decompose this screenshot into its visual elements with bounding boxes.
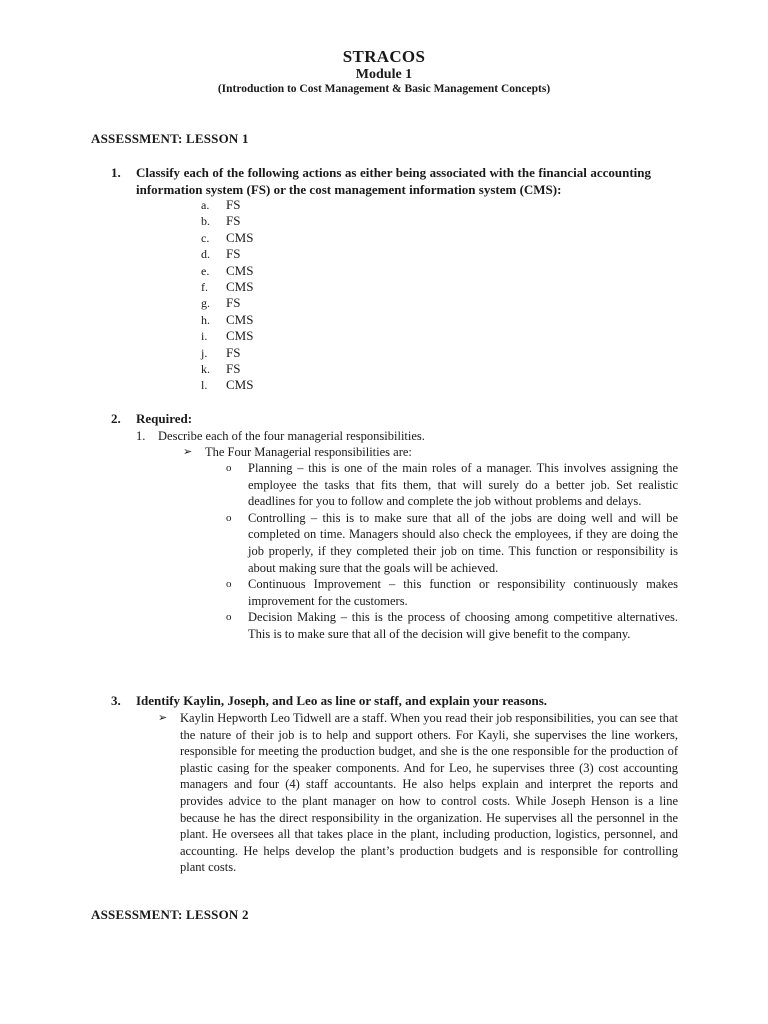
answer-letter: k. [201,362,210,377]
answer-letter: b. [201,214,210,229]
list-item [201,263,253,279]
subquestion-number: 1. [136,429,146,443]
list-item [226,609,678,642]
list-item [201,312,253,328]
list-item [201,246,253,262]
answer-paragraph: Kaylin Hepworth Leo Tidwell are a staff. When you read their job responsibilities, you can see that the nature of their job is to help and support others. For Kayli, she supervises the line workers, responsible for meeting the production budget, and she is the one responsible for the production of plastic casing for the speaker components. And for Leo, he supervises three (3) cost accounting managers and four (4) staff accountants. He also helps explain and interpret the reports and provides advice to the plant manager on how to control costs. While Joseph Henson is a line because he has the direct responsibility in the organization. He supervises all the personnel in the plant. He oversees all that takes place in the plant, including production, logistics, personnel, and accounting. He helps develop the plant’s production budgets and is responsible for controlling plant costs. [180,711,678,875]
question-2 [111,411,651,428]
answer-letter: l. [201,378,208,393]
answer-letter: a. [201,198,210,212]
question-number: 1. [111,165,121,180]
list-item [201,197,253,213]
hollow-circle-bullet-icon: o [226,611,232,624]
q3-answer [158,710,678,876]
hollow-circle-bullet-icon: o [226,578,232,591]
list-item [201,295,253,311]
list-item [201,230,253,246]
question-3 [111,693,651,710]
list-item-text: Continuous Improvement – this function or responsibility continuously makes improvement for the customers. [248,577,678,608]
subquestion-text: Describe each of the four managerial responsibilities. [158,429,425,443]
list-item [201,279,253,295]
hollow-circle-bullet-icon: o [226,462,232,474]
answer-value: CMS [226,328,254,344]
answer-value: FS [226,246,241,262]
answer-value: FS [226,344,241,360]
question-text: Identify Kaylin, Joseph, and Leo as line or staff, and explain your reasons. [136,693,548,708]
question-number: 3. [111,693,121,708]
managerial-responsibilities-list [226,460,678,643]
answer-letter: i. [201,329,208,344]
list-item [201,328,253,344]
list-item [201,361,253,377]
answer-letter: d. [201,247,210,262]
answer-value: CMS [226,311,254,327]
list-item-text: Controlling – this is to make sure that all of the jobs are doing well and will be completed on time. Managers should also check the employees, if they are doing the job properly, if they completed their job on time. This function or responsibility is about making sure that the goals will be achieved. [248,510,678,575]
answer-letter: f. [201,280,208,295]
answer-letter: g. [201,296,210,311]
lesson1-heading: ASSESSMENT: LESSON 1 [91,131,249,146]
question-1 [111,165,651,198]
answer-letter: c. [201,230,210,245]
arrowhead-bullet-icon: ➢ [158,712,168,724]
arrow-line-text: The Four Managerial responsibilities are: [205,445,412,459]
question-number: 2. [111,411,121,426]
q2-subquestion [136,428,425,445]
hollow-circle-bullet-icon: o [226,511,232,524]
list-item [226,460,678,510]
answer-letter: e. [201,263,210,278]
list-item [226,576,678,609]
list-item [226,510,678,576]
answer-value: FS [226,213,241,229]
answer-letter: j. [201,345,208,360]
q2-arrow-line [183,444,653,461]
answer-value: FS [226,197,241,212]
lesson2-heading: ASSESSMENT: LESSON 2 [91,907,249,922]
answer-value: CMS [226,377,254,393]
module-label: Module 1 [355,67,413,82]
document-title: STRACOS [342,47,426,66]
list-item-text: Planning – this is one of the main roles of a manager. This involves assigning the employee the tasks that fits them, that will surely do a better job. Set realistic deadlines for you to follow and complete the job without problems and delays. [248,461,678,509]
answer-value: CMS [226,279,254,295]
answer-letter: h. [201,312,210,327]
question-text: Required: [136,411,193,426]
answer-value: CMS [226,229,254,245]
list-item [201,345,253,361]
answer-value: FS [226,295,241,311]
question-text: Classify each of the following actions as either being associated with the financial accounting information system (FS) or the cost management information system (CMS): [136,165,651,197]
q1-answer-list [201,197,253,394]
module-subtitle: (Introduction to Cost Management & Basic Management Concepts) [217,83,551,95]
arrowhead-bullet-icon: ➢ [183,446,193,458]
answer-value: FS [226,361,241,377]
answer-value: CMS [226,262,254,278]
list-item [201,213,253,229]
list-item [201,377,253,393]
list-item-text: Decision Making – this is the process of choosing among competitive alternatives. This is to make sure that all of the decision will give benefit to the company. [248,610,678,641]
